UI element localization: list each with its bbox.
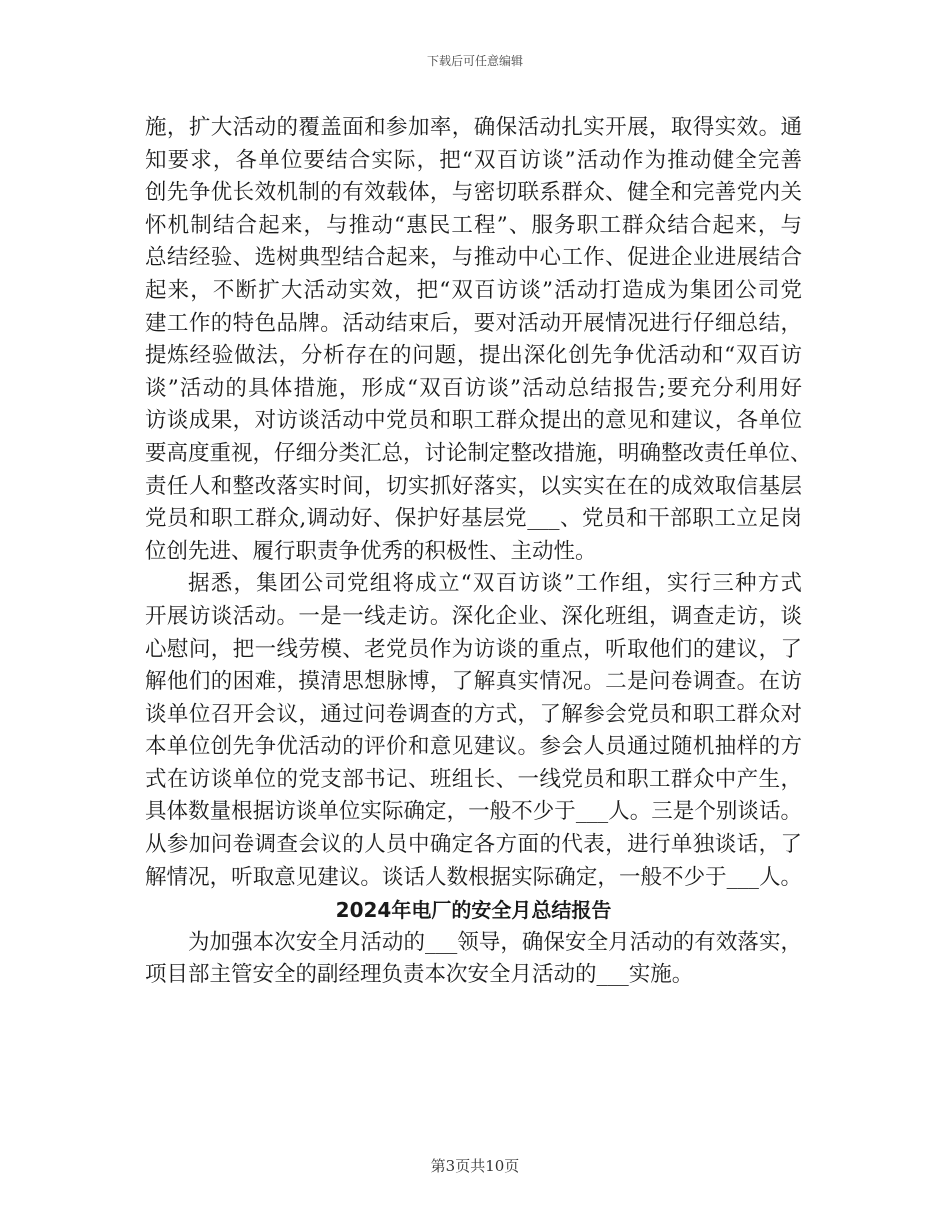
text-line: 解他们的困难，摸清思想脉博，了解真实情况。二是问卷调查。在访 [145,669,802,695]
text-line: 访谈成果，对访谈活动中党员和职工群众提出的意见和建议，各单位 [145,408,802,434]
text-line: 解情况，听取意见建议。谈话人数根据实际确定，一般不少于___人。 [145,864,802,890]
text-line: 起来，不断扩大活动实效，把“双百访谈”活动打造成为集团公司党 [145,277,802,303]
text-line: 谈”活动的具体措施，形成“双百访谈”活动总结报告;要充分利用好 [145,375,802,401]
text-line: 责任人和整改落实时间，切实抓好落实，以实实在在的成效取信基层 [145,473,802,499]
text-line: 总结经验、选树典型结合起来，与推动中心工作、促进企业进展结合 [145,245,802,271]
paragraph-1 [145,112,812,568]
text-line: 建工作的特色品牌。活动结束后，要对活动开展情况进行仔细总结， [145,310,802,336]
text-line: 知要求，各单位要结合实际，把“双百访谈”活动作为推动健全完善 [145,147,802,173]
document-body [145,112,812,992]
page-number: 第3页共10页 [430,1157,520,1175]
paragraph-3 [145,927,802,992]
text-line: 据悉，集团公司党组将成立“双百访谈”工作组，实行三种方式 [188,571,802,597]
text-line: 位创先进、履行职责争优秀的积极性、主动性。 [145,538,597,564]
text-line: 谈单位召开会议，通过问卷调查的方式，了解参会党员和职工群众对 [145,701,802,727]
text-line: 项目部主管安全的副经理负责本次安全月活动的___实施。 [145,962,694,988]
text-line: 具体数量根据访谈单位实际确定，一般不少于___人。三是个别谈话。 [145,799,802,825]
section-title: 2024年电厂的安全月总结报告 [335,898,612,923]
text-line: 施，扩大活动的覆盖面和参加率，确保活动扎实开展，取得实效。通 [145,115,802,140]
text-line: 心慰问，把一线劳模、老党员作为访谈的重点，听取他们的建议，了 [145,636,802,662]
text-line: 提炼经验做法，分析存在的问题，提出深化创先争优活动和“双百访 [145,343,802,369]
text-line: 创先争优长效机制的有效载体，与密切联系群众、健全和完善党内关 [145,180,802,206]
text-line: 要高度重视，仔细分类汇总，讨论制定整改措施，明确整改责任单位、 [145,440,812,466]
text-line: 党员和职工群众,调动好、保护好基层党___、党员和干部职工立足岗 [145,506,802,532]
text-line: 本单位创先争优活动的评价和意见建议。参会人员通过随机抽样的方 [145,734,802,760]
page-header: 下载后可任意编辑 [426,54,523,68]
text-line: 怀机制结合起来，与推动“惠民工程”、服务职工群众结合起来，与 [145,212,802,238]
text-line: 从参加问卷调查会议的人员中确定各方面的代表，进行单独谈话，了 [145,832,802,858]
paragraph-2 [145,568,802,894]
text-line: 为加强本次安全月活动的___领导，确保安全月活动的有效落实， [188,929,802,955]
text-line: 开展访谈活动。一是一线走访。深化企业、深化班组，调查走访，谈 [145,603,802,629]
text-line: 式在访谈单位的党支部书记、班组长、一线党员和职工群众中产生， [145,766,802,792]
